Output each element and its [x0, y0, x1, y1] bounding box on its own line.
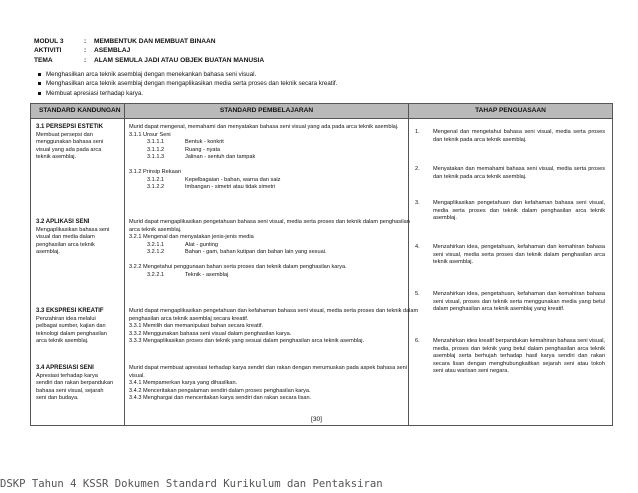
sk-block-3-1: [36, 124, 114, 162]
sp-item-number: 3.1.1.3: [147, 154, 165, 161]
sp-item-text: Bentuk - konkrit: [185, 139, 224, 146]
sp-item-number: 3.1.2.1: [147, 176, 165, 183]
module-value: MEMBENTUK DAN MEMBUAT BINAAN: [94, 38, 216, 45]
sk-title: 3.3 EKSPRESI KREATIF: [36, 308, 104, 314]
bullet-icon: [38, 92, 41, 95]
sp-item: 3.3.2 Menggunakan bahasa seni visual dalam penghasilan karya.: [129, 330, 292, 337]
sk-body: Mengaplikasikan bahasa seni visual dan media dalam penghasilan arca teknik asemblaj.: [36, 226, 110, 256]
sp-item: 3.3.3 Mengaplikasikan proses dan teknik yang sesuai dalam penghasilan arca teknik asemblaj.: [129, 338, 365, 345]
sp-item: 3.3.1 Memilih dan memanipulasi bahan secara kreatif.: [129, 323, 264, 330]
activity-label: AKTIVITI: [34, 47, 62, 55]
tp-item-3: [415, 200, 605, 223]
sp-subheading: 3.1.1 Unsur Seni: [129, 131, 171, 138]
module-header: [34, 37, 264, 65]
objective-item: [38, 79, 337, 88]
sk-body: Penzahiran idea melalui pelbagai sumber, kajian dan teknologi dalam penghasilan arca teknik asemblaj.: [36, 315, 107, 345]
sp-item-number: 3.1.1.2: [147, 146, 165, 153]
document-footer: DSKP Tahun 4 KSSR Dokumen Standard Kurikulum dan Pentaksiran: [0, 478, 383, 490]
sk-block-3-3: [36, 308, 114, 346]
bullet-icon: [38, 82, 41, 85]
sp-item-number: 3.2.1.2: [147, 249, 165, 256]
tp-number: 1.: [415, 129, 420, 135]
sp-item-text: Teknik - asemblaj: [185, 271, 229, 278]
sp-subheading: 3.1.2 Prinsip Rekaan: [129, 168, 181, 175]
tp-item-5: [415, 291, 605, 314]
theme-row: [34, 56, 264, 65]
objective-item: [38, 70, 337, 79]
sp-item: [129, 184, 419, 192]
sp-item-text: Bahan - gam, bahan kutipan dan bahan lain yang sesuai.: [185, 249, 327, 256]
module-label: MODUL 3: [34, 38, 64, 45]
sp-item: [129, 147, 419, 155]
sp-item: [129, 272, 419, 280]
sp-item-text: Kepelbagaian - bahan, warna dan saiz: [185, 176, 281, 183]
sp-intro: Murid dapat mengaplikasikan pengetahuan dan kefahaman bahasa seni visual, media serta proses dan teknik dalam penghasilan arca teknik asemblaj secara kreatif.: [129, 308, 419, 322]
sp-item-number: 3.2.2.1: [147, 271, 165, 278]
objective-text: Membuat apresiasi terhadap karya.: [46, 89, 143, 97]
sp-block-3-2: [129, 219, 419, 279]
objective-item: [38, 89, 337, 98]
tp-text: Mengaplikasikan pengetahuan dan kefahaman bahasa seni visual, media serta proses dan teknik dalam penghasilan arca teknik asemblaj.: [433, 200, 605, 222]
tp-text: Mengenal dan mengetahui bahasa seni visual, media serta proses dan teknik pada arca teknik asemblaj.: [433, 129, 605, 143]
sp-item: 3.4.1 Mempamerkan karya yang dihasilkan.: [129, 380, 238, 387]
module-sep: :: [84, 38, 87, 45]
sk-body: Apresiasi terhadap karya sendiri dan rakan berpandukan bahasa seni visual, sejarah seni dan budaya.: [36, 372, 114, 402]
sp-block-3-1: [129, 124, 419, 192]
theme-sep: :: [84, 56, 87, 64]
sk-block-3-2: [36, 219, 114, 257]
sp-intro: Murid dapat membuat apresiasi terhadap karya sendiri dan rakan dengan merumuskan pada aspek bahasa seni visual.: [129, 365, 407, 379]
tp-item-1: [415, 129, 605, 144]
sp-item-text: Alat - gunting: [185, 241, 218, 248]
objective-text: Menghasilkan arca teknik asemblaj dengan menekankan bahasa seni visual.: [46, 71, 257, 78]
objective-text: Menghasilkan arca teknik asemblaj dengan mengaplikasikan media serta proses dan teknik secara kreatif.: [46, 80, 338, 88]
tp-item-2: [415, 166, 605, 181]
sp-item: [129, 242, 419, 250]
page-number: [30]: [311, 416, 322, 423]
sk-title: 3.2 APLIKASI SENI: [36, 219, 90, 225]
sp-intro: Murid dapat mengaplikasikan pengetahuan bahasa seni visual, media serta proses dan teknik dalam penghasilan arca teknik asemblaj.: [129, 219, 410, 233]
objective-list: [38, 70, 337, 98]
sp-intro: Murid dapat mengenal, memahami dan menyatakan bahasa seni visual yang ada pada arca teknik asemblaj.: [129, 124, 399, 130]
sp-block-3-4: [129, 365, 419, 403]
tp-text: Menyatakan dan memahami bahasa seni visual, media serta proses dan teknik pada arca teknik asemblaj.: [433, 166, 605, 180]
activity-row: [34, 46, 264, 55]
sp-item: 3.4.3 Menghargai dan menceritakan karya sendiri dan rakan secara lisan.: [129, 395, 312, 402]
header-standard-pembelajaran: STANDARD PEMBELAJARAN: [125, 104, 409, 119]
sp-item: [129, 249, 419, 257]
sk-title: 3.1 PERSEPSI ESTETIK: [36, 124, 104, 130]
theme-value: ALAM SEMULA JADI ATAU OBJEK BUATAN MANUSIA: [94, 56, 265, 64]
table-row: [31, 119, 613, 426]
activity-sep: :: [84, 47, 87, 55]
sk-block-3-4: [36, 365, 114, 403]
theme-label: TEMA: [34, 56, 53, 64]
sp-item-text: Imbangan - simetri atau tidak simetri: [185, 184, 276, 191]
sp-block-3-3: [129, 308, 419, 346]
header-standard-kandungan: STANDARD KANDUNGAN: [31, 104, 125, 119]
sp-item-text: Ruang - nyata: [185, 146, 221, 153]
sp-item: 3.4.2 Menceritakan pengalaman sendiri dalam proses penghasilan karya.: [129, 387, 311, 394]
sp-item: [129, 177, 419, 185]
tahap-penguasaan-cell: [409, 119, 613, 426]
sp-subheading: 3.2.1 Mengenal dan menyatakan jenis-jenis media: [129, 234, 254, 241]
tp-number: 2.: [415, 166, 420, 172]
sp-item-number: 3.1.2.2: [147, 184, 165, 191]
activity-value: ASEMBLAJ: [94, 47, 131, 55]
sp-item: [129, 154, 419, 162]
sk-body: Membuat persepsi dan menggunakan bahasa seni visual yang ada pada arca teknik asemblaj.: [36, 131, 104, 161]
module-row: [34, 37, 264, 46]
sp-item-number: 3.1.1.1: [147, 139, 165, 146]
bullet-icon: [38, 73, 41, 76]
sp-subheading: 3.2.2 Mengetahui penggunaan bahan serta proses dan teknik dalam penghasilan karya.: [129, 263, 347, 270]
standards-table: [30, 103, 613, 426]
tp-item-6: [415, 338, 605, 376]
tp-number: 5.: [415, 291, 420, 297]
tp-number: 3.: [415, 200, 420, 206]
sp-item-text: Jalinan - sentuh dan tampak: [185, 154, 256, 161]
header-tahap-penguasaan: TAHAP PENGUASAAN: [409, 104, 613, 119]
standard-kandungan-cell: [31, 119, 125, 426]
sk-title: 3.4 APRESIASI SENI: [36, 365, 94, 371]
table-header-row: [31, 104, 613, 119]
tp-number: 4.: [415, 244, 420, 250]
tp-text: Menzahirkan idea, pengetahuan, kefahaman dan kemahiran bahasa seni visual, proses dan teknik serta menggunakan media yang betul dalam penghasilan arca teknik asemblaj yang kreatif.: [433, 291, 605, 313]
standard-pembelajaran-cell: [125, 119, 419, 426]
tp-number: 6.: [415, 338, 420, 344]
tp-text: Menzahirkan idea kreatif berpandukan kemahiran bahasa seni visual, media, proses dan teknik yang betul dalam penghasilan arca teknik asemblaj serta berhujah terhadap hasil karya sendiri dan rakan secara lisan dengan menghubungkaitkan sejarah seni atau tokoh seni atau warisan seni negara.: [433, 338, 605, 375]
sp-item: [129, 139, 419, 147]
sp-item-number: 3.2.1.1: [147, 241, 165, 248]
tp-text: Menzahirkan idea, pengetahuan, kefahaman dan kemahiran bahasa seni visual, media serta proses dan teknik dalam penghasilan arca teknik asemblaj.: [433, 244, 605, 266]
tp-item-4: [415, 244, 605, 267]
